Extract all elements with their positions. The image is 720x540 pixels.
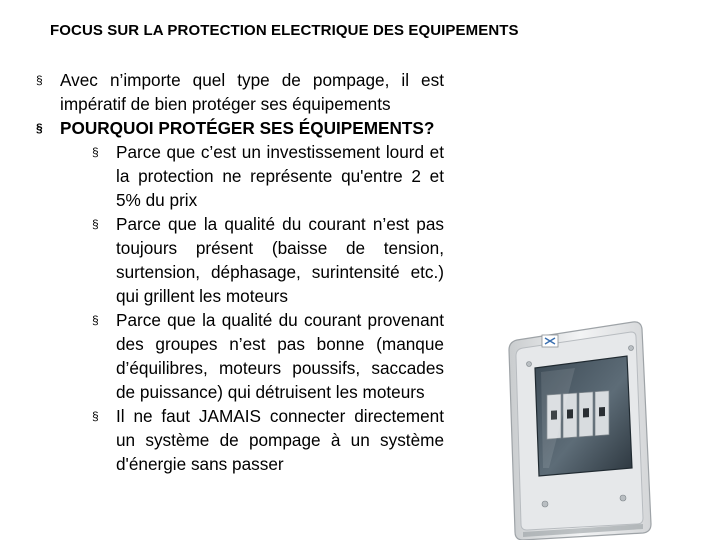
bullet-marker: § <box>36 73 43 87</box>
bullet-marker: § <box>92 409 99 423</box>
sub-bullet-text: Parce que c’est un investissement lourd et la protection ne représente qu'entre 2 et 5% du prix <box>116 142 444 210</box>
sub-bullet-text: Parce que la qualité du courant provenant des groupes n’est pas bonne (manque d’équilibres, moteurs poussifs, saccades de puissance) qui détruisent les moteurs <box>116 310 444 402</box>
bullet-marker: § <box>36 121 43 135</box>
bullet-marker: § <box>92 313 99 327</box>
bullet-marker: § <box>92 145 99 159</box>
bullet-list <box>36 68 444 476</box>
bullet-item <box>36 116 444 140</box>
sub-bullet-item <box>36 212 444 308</box>
bullet-text: POURQUOI PROTÉGER SES ÉQUIPEMENTS? <box>60 118 435 138</box>
bullet-text: Avec n’importe quel type de pompage, il est impératif de bien protéger ses équipements <box>60 70 444 114</box>
bullet-marker: § <box>92 217 99 231</box>
sub-bullet-item <box>36 308 444 404</box>
sub-bullet-item <box>36 140 444 212</box>
electrical-panel-image <box>505 318 655 540</box>
sub-bullet-text: Il ne faut JAMAIS connecter directement un système de pompage à un système d'énergie sans passer <box>116 406 444 474</box>
slide-title: FOCUS SUR LA PROTECTION ELECTRIQUE DES EQUIPEMENTS <box>50 22 519 39</box>
sub-bullet-text: Parce que la qualité du courant n’est pas toujours présent (baisse de tension, surtension, déphasage, surintensité etc.) qui grillent les moteurs <box>116 214 444 306</box>
bullet-item <box>36 68 444 116</box>
sub-bullet-item <box>36 404 444 476</box>
